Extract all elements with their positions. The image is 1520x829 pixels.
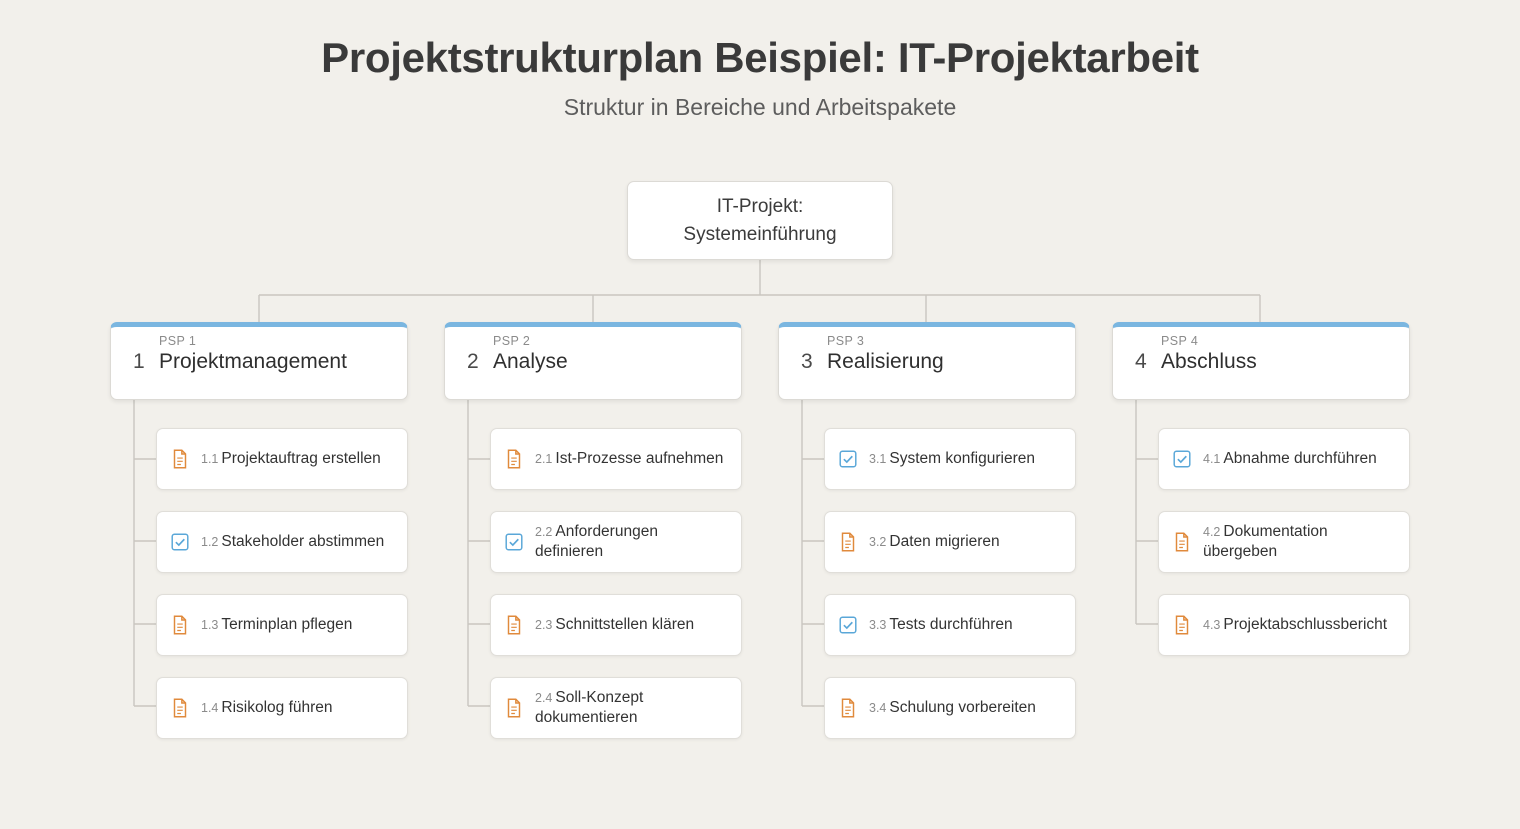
work-package-label [869,449,1035,469]
work-package-title: Risikolog führen [221,698,333,716]
phase-number-3: 3 [801,350,813,373]
work-package-1-2[interactable] [156,511,408,573]
work-package-label [535,688,729,728]
page-title: Projektstrukturplan Beispiel: IT-Projektarbeit [321,34,1199,81]
work-package-title: Ist-Prozesse aufnehmen [555,449,724,467]
document-icon [503,697,525,719]
checkbox-icon [837,448,859,470]
page-subtitle: Struktur in Bereiche und Arbeitspakete [563,94,957,121]
work-package-code: 1.4 [201,700,219,715]
phase-name-2: Analyse [493,350,568,373]
checkbox-icon [1171,448,1193,470]
work-package-label [535,522,729,562]
work-package-code: 1.3 [201,617,219,632]
work-package-code: 3.1 [869,451,887,466]
work-package-title: Projektauftrag erstellen [221,449,381,467]
work-package-1-4[interactable] [156,677,408,739]
work-package-1-3[interactable] [156,594,408,656]
work-package-1-1[interactable] [156,428,408,490]
work-package-title: Anforderungen definieren [535,522,658,560]
work-package-label [1203,449,1377,469]
document-icon [1171,531,1193,553]
work-package-title: Terminplan pflegen [221,615,353,633]
work-package-title: Daten migrieren [889,532,1000,550]
work-package-2-2[interactable] [490,511,742,573]
work-package-3-3[interactable] [824,594,1076,656]
work-package-2-1[interactable] [490,428,742,490]
work-package-title: Stakeholder abstimmen [221,532,385,550]
checkbox-icon [503,531,525,553]
phase-number-2: 2 [467,350,479,373]
root-node-line2: Systemeinführung [683,223,837,245]
phase-tag-3: PSP 3 [827,334,865,348]
phase-tag-4: PSP 4 [1161,334,1199,348]
phase-number-4: 4 [1135,350,1147,373]
document-icon [1171,614,1193,636]
phase-tag-2: PSP 2 [493,334,531,348]
root-node-line1: IT-Projekt: [716,195,804,217]
work-package-code: 4.2 [1203,524,1221,539]
work-package-label [535,449,723,469]
work-package-title: Soll-Konzept dokumentieren [535,688,644,726]
phase-number-1: 1 [133,350,145,373]
document-icon [169,614,191,636]
work-package-code: 3.4 [869,700,887,715]
work-package-title: Projektabschlussbericht [1223,615,1388,633]
work-package-4-2[interactable] [1158,511,1410,573]
document-icon [169,697,191,719]
phase-name-4: Abschluss [1161,350,1257,373]
work-package-label [535,615,694,635]
document-icon [837,531,859,553]
checkbox-icon [837,614,859,636]
work-package-code: 2.1 [535,451,553,466]
phase-node-1[interactable] [110,322,408,400]
work-package-label [869,615,1013,635]
work-package-code: 1.2 [201,534,219,549]
document-icon [503,614,525,636]
work-package-title: Tests durchführen [889,615,1013,633]
page-header [0,0,1520,121]
work-package-label [201,615,352,635]
work-package-title: Abnahme durchführen [1223,449,1377,467]
work-package-code: 3.3 [869,617,887,632]
work-package-code: 2.4 [535,690,553,705]
work-package-code: 1.1 [201,451,219,466]
work-package-label [201,532,384,552]
document-icon [837,697,859,719]
phase-tag-1: PSP 1 [159,334,197,348]
root-node[interactable] [627,181,893,260]
phase-node-2[interactable] [444,322,742,400]
work-package-title: Schnittstellen klären [555,615,695,633]
work-package-title: Schulung vorbereiten [889,698,1036,716]
work-package-3-1[interactable] [824,428,1076,490]
work-package-code: 2.2 [535,524,553,539]
work-package-label [869,532,1000,552]
work-package-code: 3.2 [869,534,887,549]
phase-name-1: Projektmanagement [159,350,347,373]
phase-name-3: Realisierung [827,350,944,373]
work-package-code: 2.3 [535,617,553,632]
work-package-2-4[interactable] [490,677,742,739]
work-package-label [201,449,381,469]
phase-node-4[interactable] [1112,322,1410,400]
phase-node-3[interactable] [778,322,1076,400]
work-package-code: 4.1 [1203,451,1221,466]
work-package-4-3[interactable] [1158,594,1410,656]
checkbox-icon [169,531,191,553]
work-package-label [1203,615,1387,635]
work-package-label [1203,522,1397,562]
work-package-2-3[interactable] [490,594,742,656]
work-package-title: Dokumentation übergeben [1203,522,1328,560]
work-package-label [201,698,333,718]
work-package-label [869,698,1036,718]
document-icon [503,448,525,470]
work-package-3-2[interactable] [824,511,1076,573]
work-package-code: 4.3 [1203,617,1221,632]
work-package-3-4[interactable] [824,677,1076,739]
document-icon [169,448,191,470]
work-package-title: System konfigurieren [889,449,1035,467]
work-package-4-1[interactable] [1158,428,1410,490]
